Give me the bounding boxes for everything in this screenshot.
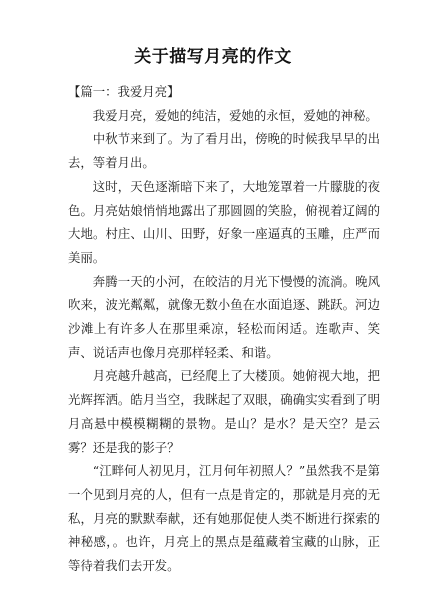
document-title: 关于描写月亮的作文 [134, 47, 292, 67]
paragraph-5: 月亮越升越高，已经爬上了大楼顶。她俯视大地，把光辉挥洒。皓月当空，我眯起了双眼，确确实实看到了明月高悬中模模糊糊的景物。是山？是水？是天空？是云雾？还是我的影子？ [68, 368, 380, 455]
paragraph-2: 中秋节来到了。为了看月出，傍晚的时候我早早的出去，等着月出。 [68, 131, 380, 171]
section-heading: 【篇一：我爱月亮】 [68, 84, 180, 99]
paragraph-1: 我爱月亮，爱她的纯洁，爱她的永恒，爱她的神秘。 [92, 107, 378, 123]
paragraph-4: 奔腾一天的小河，在皎洁的月光下慢慢的流淌。晚风吹来，波光粼粼，就像无数小鱼在水面追逐、跳跃。河边沙滩上有许多人在那里乘凉，轻松而闲适。连歌声、笑声、说话声也像月亮那样轻柔、和谐。 [68, 273, 380, 360]
paragraph-3: 这时，天色逐渐暗下来了，大地笼罩着一片朦胧的夜色。月亮姑娘悄悄地露出了那圆圆的笑脸，俯视着辽阔的大地。村庄、山川、田野，好象一座逼真的玉雕，庄严而美丽。 [68, 178, 380, 265]
paragraph-6: “江畔何人初见月，江月何年初照人？”虽然我不是第一个见到月亮的人，但有一点是肯定的，那就是月亮的无私，月亮的默默奉献，还有她那促使人类不断进行探索的神秘感，。也许，月亮上的黑点是蕴藏着宝藏的山脉，正等待着我们去开发。 [68, 463, 380, 574]
